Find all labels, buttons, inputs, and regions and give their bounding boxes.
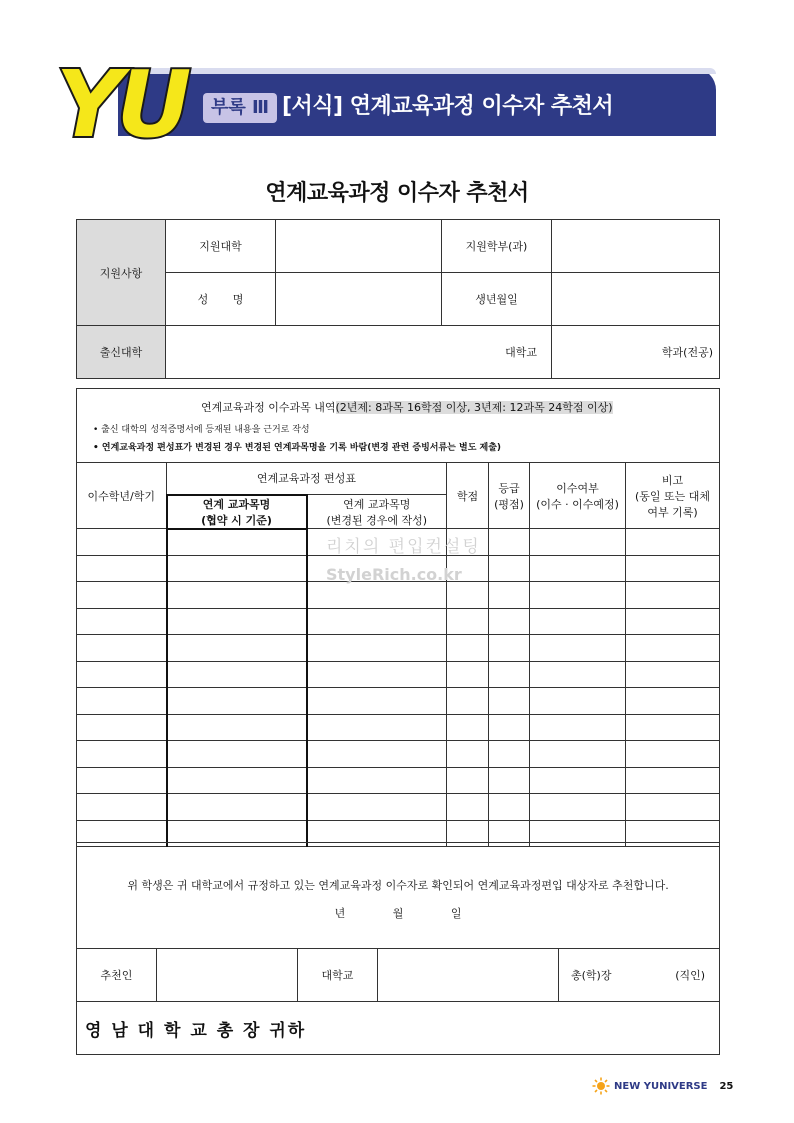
grade-cell[interactable] (489, 767, 530, 794)
course-agreement-cell[interactable] (167, 714, 307, 741)
grade-cell[interactable] (489, 555, 530, 582)
grade-cell[interactable] (489, 635, 530, 662)
course-row (77, 661, 720, 688)
recommender-university-label: 대학교 (298, 949, 378, 1002)
course-changed-cell[interactable] (307, 688, 447, 715)
status-cell[interactable] (530, 635, 626, 662)
statement-date: 년 월 일 (334, 907, 462, 920)
course-row (77, 582, 720, 609)
status-cell[interactable] (530, 767, 626, 794)
status-cell[interactable] (530, 608, 626, 635)
grade-cell[interactable] (489, 794, 530, 821)
status-cell[interactable] (530, 741, 626, 768)
course-agreement-cell[interactable] (167, 635, 307, 662)
remark-cell[interactable] (626, 555, 720, 582)
col-course-agreement: 연계 교과목명 (협약 시 기준) (167, 495, 307, 529)
name-field[interactable] (276, 273, 442, 326)
statement-text: 위 학생은 귀 대학교에서 규정하고 있는 연계교육과정 이수자로 확인되어 연계교육과정편입 대상자로 추천합니다. (127, 879, 669, 892)
remark-cell[interactable] (626, 688, 720, 715)
course-changed-cell[interactable] (307, 741, 447, 768)
courses-note-2: • 연계교육과정 편성표가 변경된 경우 변경된 연계과목명을 기록 바람(변경 관련 증빙서류는 별도 제출) (93, 443, 502, 453)
course-row (77, 741, 720, 768)
origin-major-field[interactable] (552, 326, 720, 379)
courses-note-1: • 출신 대학의 성적증명서에 등재된 내용을 근거로 작성 (93, 425, 310, 435)
recommender-field[interactable] (157, 949, 298, 1002)
footer-brand: NEW YUNIVERSE (614, 1080, 708, 1092)
svg-text:YU: YU (56, 52, 186, 148)
credit-cell[interactable] (447, 582, 489, 609)
remark-cell[interactable] (626, 661, 720, 688)
credit-cell[interactable] (447, 741, 489, 768)
course-row (77, 767, 720, 794)
applicant-table (76, 219, 720, 379)
birth-label: 생년월일 (442, 273, 552, 326)
applicant-section-label: 지원사항 (77, 220, 166, 326)
grade-cell[interactable] (489, 714, 530, 741)
col-grade: 등급 (평점) (489, 463, 530, 529)
term-cell[interactable] (77, 714, 167, 741)
course-changed-cell[interactable] (307, 661, 447, 688)
remark-cell[interactable] (626, 582, 720, 609)
credit-cell[interactable] (447, 635, 489, 662)
header-banner-lip (118, 68, 716, 74)
remark-cell[interactable] (626, 767, 720, 794)
status-cell[interactable] (530, 661, 626, 688)
watermark-url: StyleRich.co.kr (326, 565, 462, 584)
status-cell[interactable] (530, 529, 626, 556)
course-changed-cell[interactable] (307, 635, 447, 662)
courses-info-heading: 연계교육과정 이수과목 내역(2년제: 8과목 16학점 이상, 3년제: 12과목 24학점 이상) (201, 401, 613, 414)
recommendation-table (76, 842, 720, 1055)
courses-info-requirement: (2년제: 8과목 16학점 이상, 3년제: 12과목 24학점 이상) (335, 401, 613, 414)
page-number: 25 (719, 1080, 734, 1092)
course-changed-cell[interactable] (307, 767, 447, 794)
status-cell[interactable] (530, 555, 626, 582)
appendix-badge: 부록 Ⅲ (203, 93, 277, 123)
recommender-university-field[interactable] (378, 949, 559, 1002)
grade-cell[interactable] (489, 661, 530, 688)
department-label: 지원학부(과) (442, 220, 552, 273)
col-course-changed: 연계 교과목명 (변경된 경우에 작성) (307, 495, 447, 529)
status-cell[interactable] (530, 582, 626, 609)
university-suffix: 대학교 (505, 346, 537, 359)
status-cell[interactable] (530, 688, 626, 715)
grade-cell[interactable] (489, 608, 530, 635)
watermark-text: 리치의 편입컨설팅 (326, 537, 481, 557)
president-label: 총(학)장 (571, 969, 612, 982)
credit-cell[interactable] (447, 608, 489, 635)
course-agreement-cell[interactable] (167, 767, 307, 794)
yu-logo (50, 52, 200, 148)
grade-cell[interactable] (489, 688, 530, 715)
sun-icon (592, 1077, 610, 1095)
course-changed-cell[interactable] (307, 608, 447, 635)
course-agreement-cell[interactable] (167, 529, 307, 556)
credit-cell[interactable] (447, 767, 489, 794)
course-row (77, 794, 720, 821)
credit-cell[interactable] (447, 688, 489, 715)
course-changed-cell[interactable] (307, 714, 447, 741)
course-agreement-cell[interactable] (167, 582, 307, 609)
grade-cell[interactable] (489, 741, 530, 768)
term-cell[interactable] (77, 794, 167, 821)
col-credit: 학점 (447, 463, 489, 529)
col-remark: 비고 (동일 또는 대체 여부 기록) (626, 463, 720, 529)
course-row (77, 635, 720, 662)
seal-label: (직인) (675, 969, 706, 982)
courses-info (77, 389, 720, 463)
university-label: 지원대학 (166, 220, 276, 273)
origin-university-field[interactable] (166, 326, 552, 379)
name-label: 성 명 (166, 273, 276, 326)
status-cell[interactable] (530, 714, 626, 741)
banner-title: [서식] 연계교육과정 이수자 추천서 (282, 94, 614, 119)
course-agreement-cell[interactable] (167, 608, 307, 635)
major-suffix: 학과(전공) (661, 346, 713, 359)
credit-cell[interactable] (447, 661, 489, 688)
course-row (77, 688, 720, 715)
term-cell[interactable] (77, 661, 167, 688)
courses-table (76, 388, 720, 847)
col-term: 이수학년/학기 (77, 463, 167, 529)
credit-cell[interactable] (447, 794, 489, 821)
president-field[interactable] (559, 949, 720, 1002)
remark-cell[interactable] (626, 794, 720, 821)
addressee: 영 남 대 학 교 총 장 귀하 (77, 1002, 720, 1055)
grade-cell[interactable] (489, 529, 530, 556)
remark-cell[interactable] (626, 714, 720, 741)
term-cell[interactable] (77, 529, 167, 556)
credit-cell[interactable] (447, 714, 489, 741)
birth-field[interactable] (552, 273, 720, 326)
course-row (77, 714, 720, 741)
origin-label: 출신대학 (77, 326, 166, 379)
term-cell[interactable] (77, 741, 167, 768)
remark-cell[interactable] (626, 529, 720, 556)
remark-cell[interactable] (626, 741, 720, 768)
remark-cell[interactable] (626, 608, 720, 635)
term-cell[interactable] (77, 635, 167, 662)
grade-cell[interactable] (489, 582, 530, 609)
university-field[interactable] (276, 220, 442, 273)
status-cell[interactable] (530, 794, 626, 821)
col-curriculum-group: 연계교육과정 편성표 (167, 463, 447, 495)
document-title: 연계교육과정 이수자 추천서 (265, 181, 529, 206)
statement-cell (77, 843, 720, 949)
course-agreement-cell[interactable] (167, 688, 307, 715)
term-cell[interactable] (77, 555, 167, 582)
course-changed-cell[interactable] (307, 582, 447, 609)
term-cell[interactable] (77, 767, 167, 794)
term-cell[interactable] (77, 582, 167, 609)
col-status: 이수여부 (이수 · 이수예정) (530, 463, 626, 529)
course-changed-cell[interactable] (307, 794, 447, 821)
course-agreement-cell[interactable] (167, 741, 307, 768)
footer (592, 1075, 733, 1097)
course-row (77, 608, 720, 635)
term-cell[interactable] (77, 608, 167, 635)
course-agreement-cell[interactable] (167, 555, 307, 582)
course-agreement-cell[interactable] (167, 794, 307, 821)
term-cell[interactable] (77, 688, 167, 715)
remark-cell[interactable] (626, 635, 720, 662)
recommender-label: 추천인 (77, 949, 157, 1002)
course-agreement-cell[interactable] (167, 661, 307, 688)
department-field[interactable] (552, 220, 720, 273)
